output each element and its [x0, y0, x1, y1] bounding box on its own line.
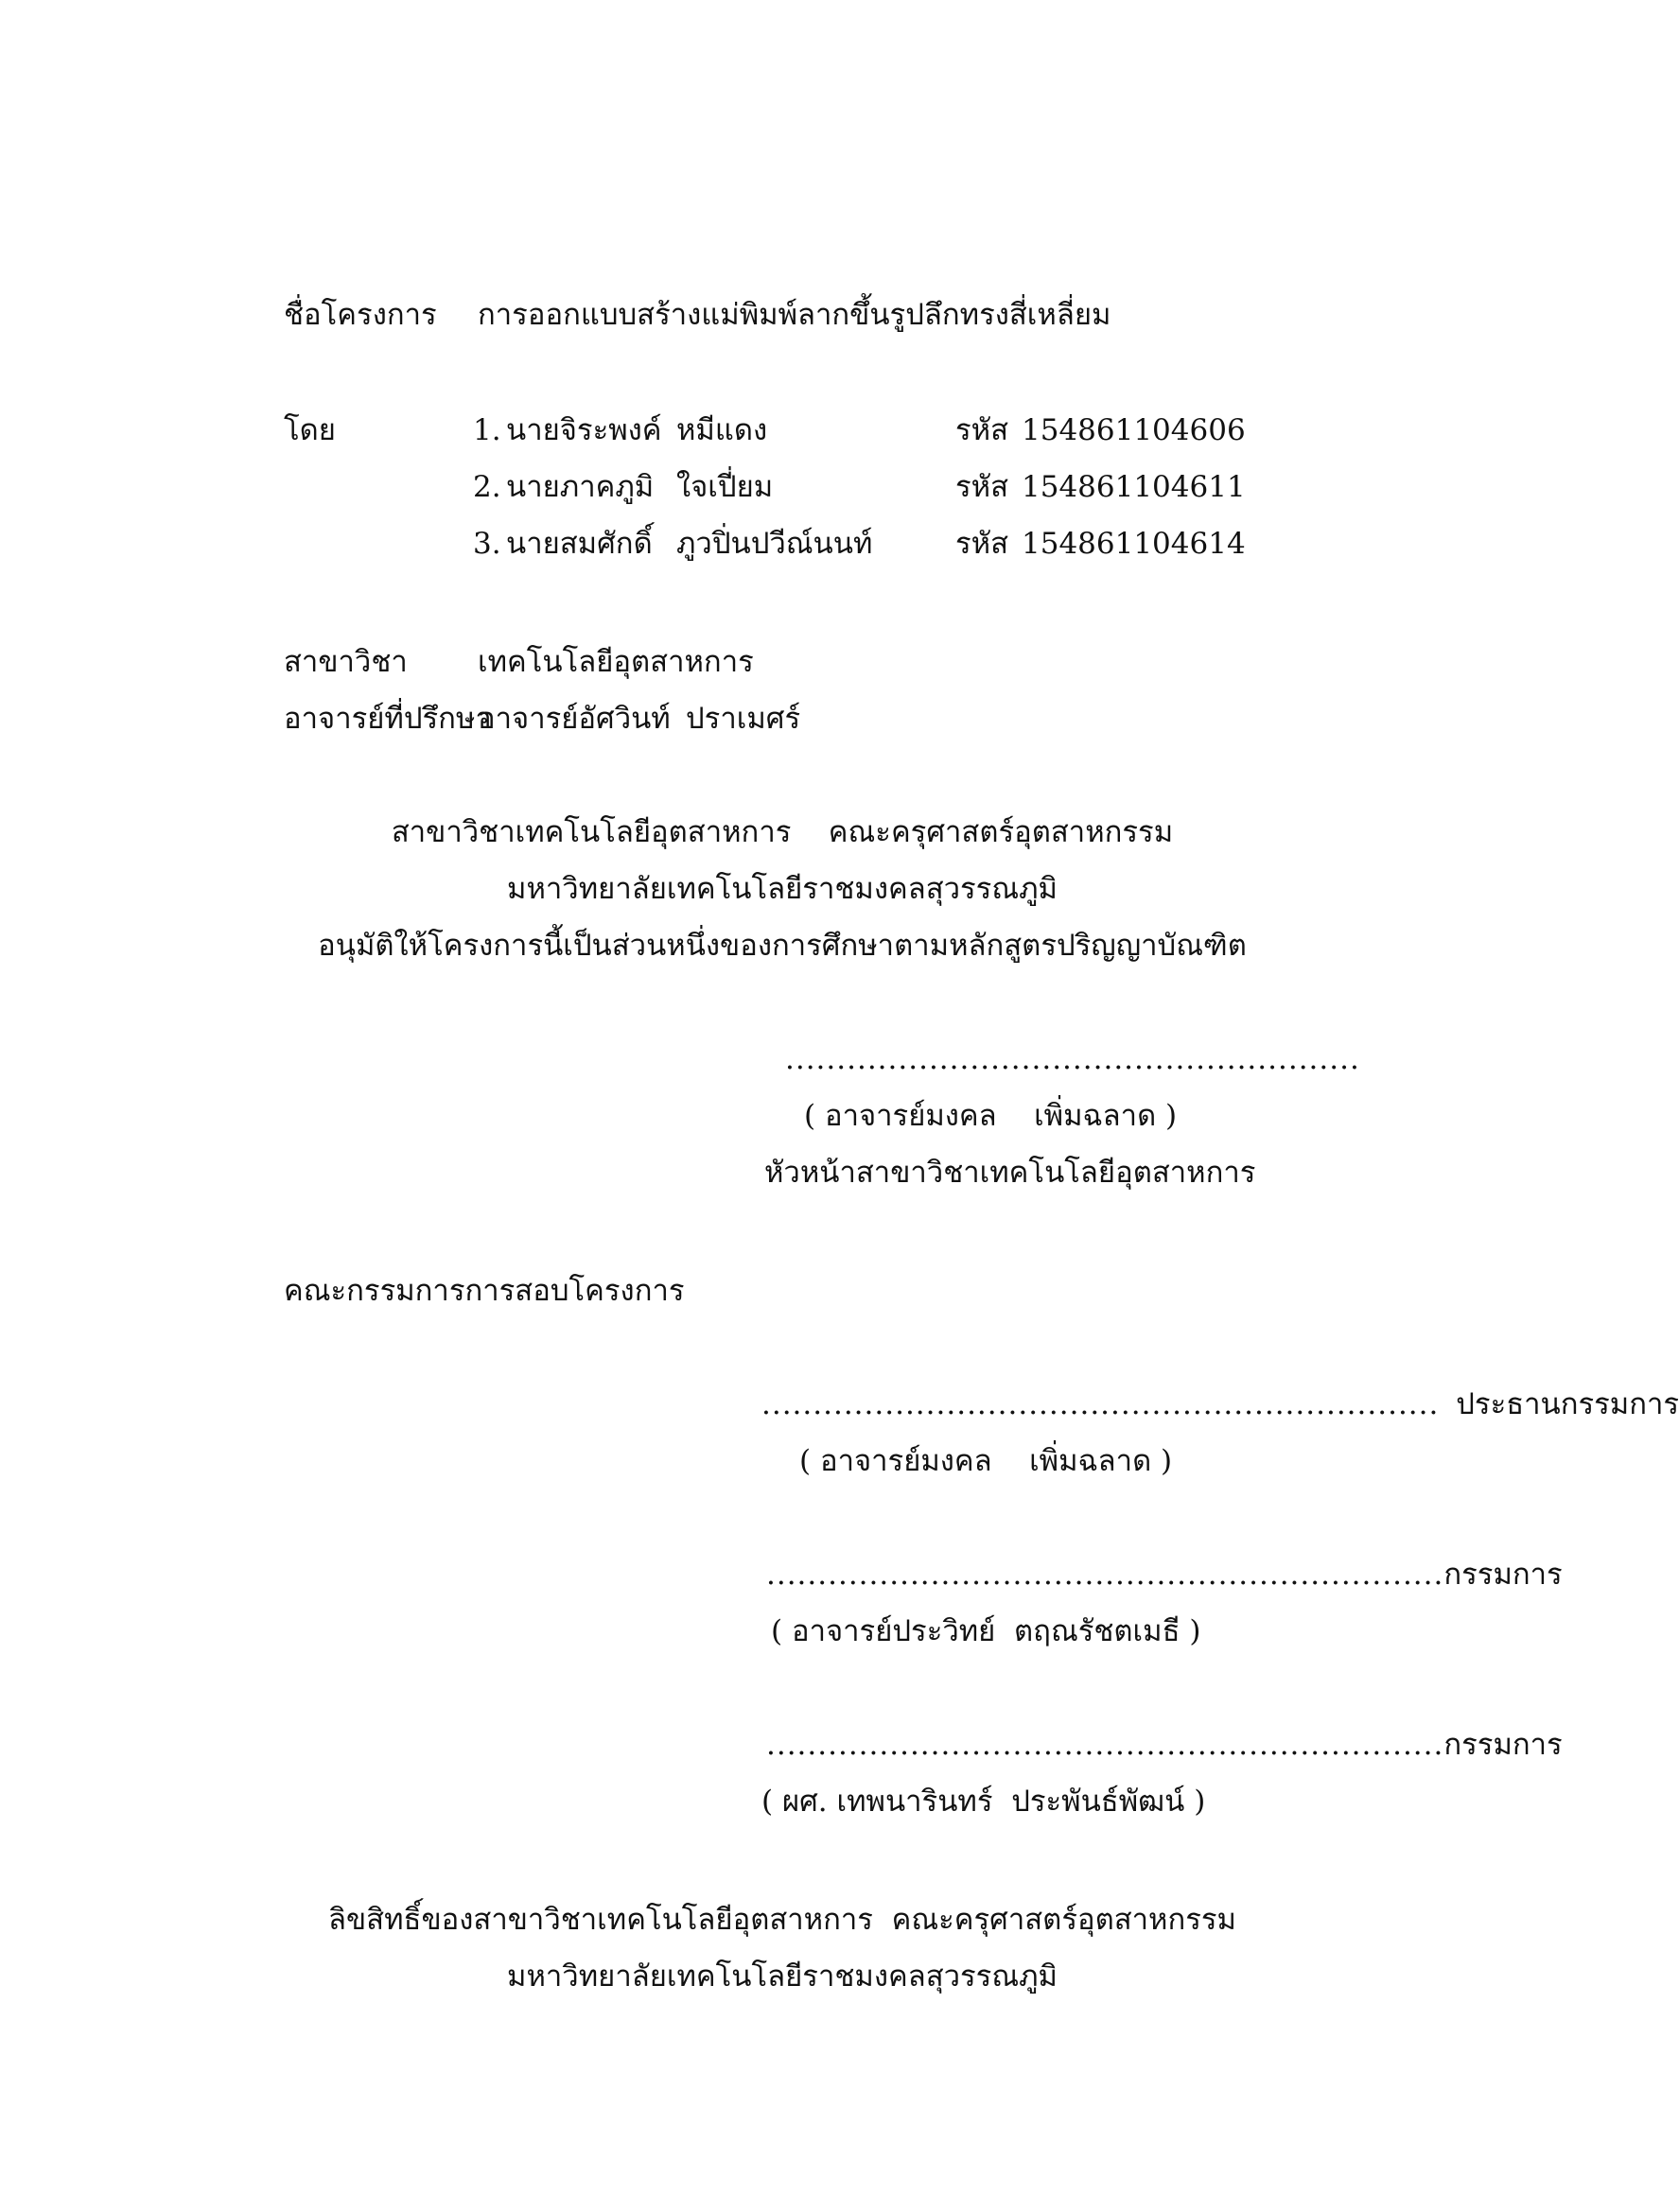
author-name: นายสมศักดิ์	[506, 527, 653, 561]
field-value: เทคโนโลยีอุตสาหการ	[478, 645, 754, 679]
author-id-label: รหัส	[955, 470, 1009, 504]
signature-line: ........................................................	[785, 1042, 1360, 1076]
author-id: 154861104611	[1022, 470, 1246, 504]
author-id-label: รหัส	[955, 527, 1009, 561]
field-label: สาขาวิชา	[284, 645, 408, 679]
signature-line-member	[766, 1560, 1563, 1590]
committee-member-name: ( อาจารย์มงคล เพิ่มฉลาด )	[799, 1444, 1173, 1478]
advisor-label: อาจารย์ที่ปรึกษา	[284, 702, 492, 736]
author-id: 154861104614	[1022, 527, 1246, 561]
head-name: ( อาจารย์มงคล เพิ่มฉลาด )	[804, 1099, 1178, 1133]
advisor-surname: ปราเมศร์	[686, 702, 801, 736]
author-id-label: รหัส	[955, 413, 1009, 447]
author-name: นายภาคภูมิ	[506, 470, 655, 504]
author-number: 2.	[473, 470, 501, 504]
committee-member-name: ( ผศ. เทพนารินทร์ ประพันธ์พัฒน์ )	[761, 1785, 1206, 1819]
committee-role: กรรมการ	[1443, 1728, 1563, 1762]
committee-heading: คณะกรรมการการสอบโครงการ	[284, 1274, 685, 1308]
advisor-name: อาจารย์อัศวินท์	[478, 702, 671, 736]
committee-role: ประธานกรรมการ	[1456, 1387, 1679, 1421]
author-id: 154861104606	[1022, 413, 1246, 447]
project-label: ชื่อโครงการ	[284, 298, 437, 332]
author-surname: หมีแดง	[676, 413, 768, 447]
head-position: หัวหน้าสาขาวิชาเทคโนโลยีอุตสาหการ	[764, 1156, 1256, 1190]
signature-dots: ..................................................................	[766, 1558, 1444, 1592]
signature-dots: ..................................................................	[761, 1387, 1440, 1421]
author-name: นายจิระพงค์	[506, 413, 662, 447]
author-number: 3.	[473, 527, 501, 561]
committee-role: กรรมการ	[1443, 1558, 1563, 1592]
signature-line-chair	[761, 1387, 1679, 1421]
copyright-line-2: มหาวิทยาลัยเทคโนโลยีราชมงคลสุวรรณภูมิ	[507, 1959, 1058, 1994]
approval-line-2: มหาวิทยาลัยเทคโนโลยีราชมงคลสุวรรณภูมิ	[507, 872, 1058, 906]
author-surname: ภูวปิ่นปวีณ์นนท์	[676, 527, 873, 561]
approval-line-1: สาขาวิชาเทคโนโลยีอุตสาหการ คณะครุศาสตร์อุตสาหกรรม	[391, 815, 1174, 849]
signature-line-member	[766, 1728, 1563, 1762]
authors-label: โดย	[284, 413, 336, 447]
author-number: 1.	[473, 413, 501, 447]
copyright-line-1: ลิขสิทธิ์ของสาขาวิชาเทคโนโลยีอุตสาหการ คณะครุศาสตร์อุตสาหกรรม	[327, 1903, 1236, 1937]
project-title: การออกแบบสร้างแม่พิมพ์ลากขึ้นรูปลึกทรงสี่เหลี่ยม	[478, 298, 1111, 332]
signature-dots: ..................................................................	[766, 1728, 1444, 1762]
author-surname: ใจเปี่ยม	[676, 470, 774, 504]
committee-member-name: ( อาจารย์ประวิทย์ ตฤณรัชตเมธี )	[771, 1614, 1201, 1648]
approval-line-3: อนุมัติให้โครงการนี้เป็นส่วนหนึ่งของการศึกษาตามหลักสูตรปริญญาบัณฑิต	[318, 929, 1247, 963]
